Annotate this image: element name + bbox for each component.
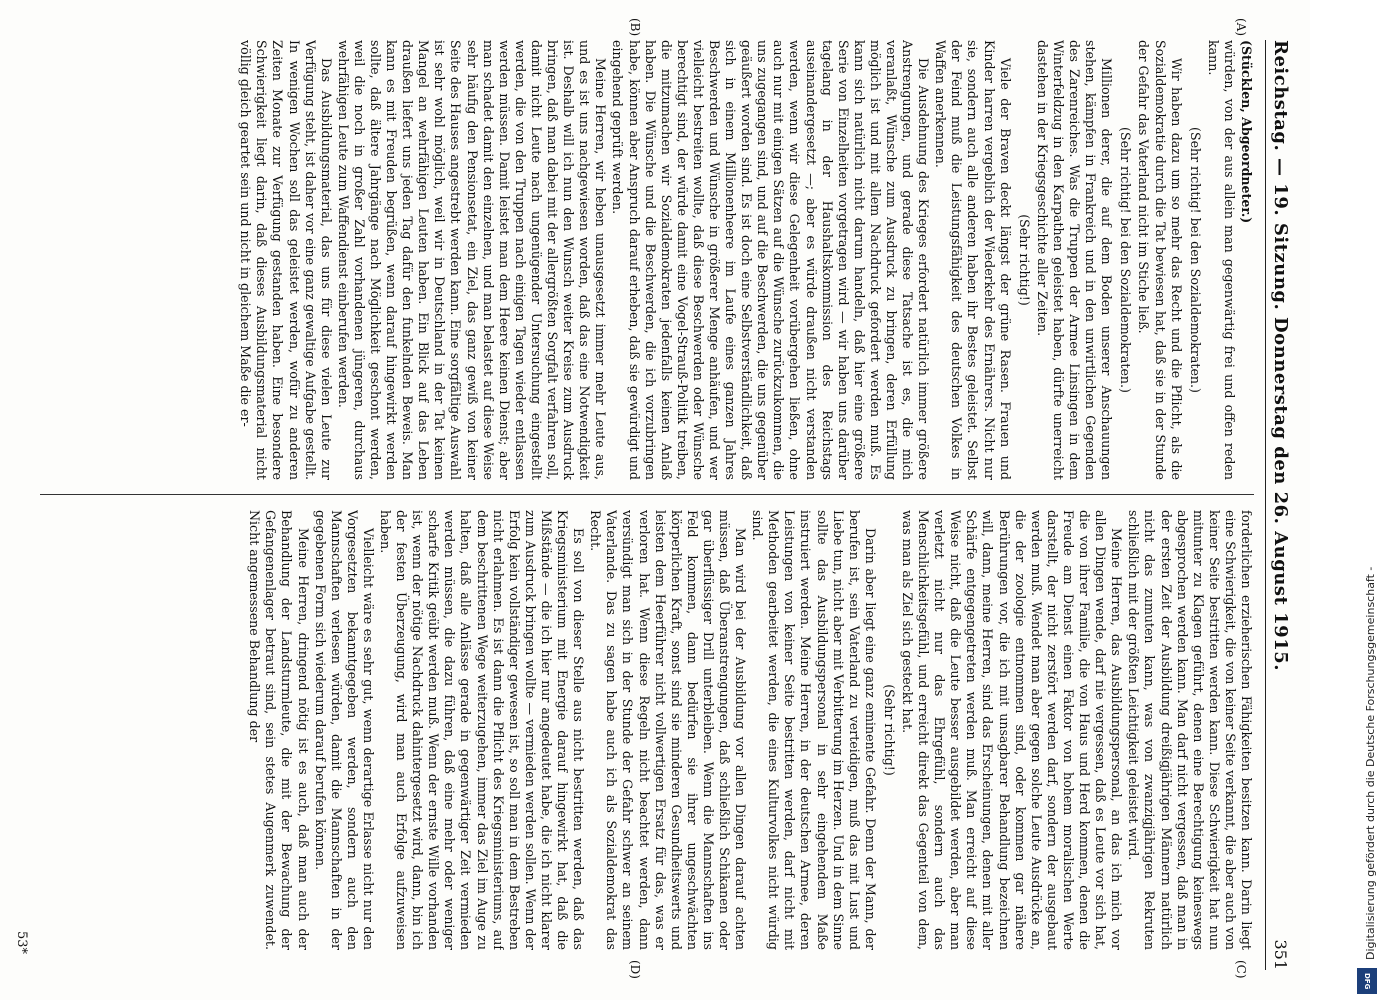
paragraph: Vielleicht wäre es sehr gut, wenn derartige Erlasse nicht nur den Vorgesetzten bekanntgegeben werden, sondern auch den Mannschaften verlesen würden, damit die Mannschaften in der gegebenen Form sich wiederum darauf berufen können. [312, 510, 376, 950]
right-column [40, 510, 1254, 950]
margin-marker-a: (A) [1234, 18, 1248, 37]
dfg-logo: DFG [1357, 968, 1377, 994]
paragraph: Die Ausdehnung des Krieges erfordert natürlich immer größere Anstrengungen, und gerade diese Tatsache ist es, die mich veranlaßt, Wünsche zum Ausdruck zu bringen, deren Erfüllung möglich ist und mit allem Nachdruck gefordert werden muß. Es kann sich natürlich nicht darum handeln, daß hier eine größere Serie von Einzelheiten vorgetragen wird — wir haben uns darüber tagelang in der Haushaltskommission des Reichstags auseinandergesetzt —; aber es würde draußen nicht verstanden werden, wenn wir diese Gelegenheit vorübergehen ließen, ohne auch nur mit einigen Sätzen auf die Wünsche zurückzukommen, die uns zugegangen sind, und auf die Beschwerden, die uns gegenüber geäußert worden sind. Es ist doch eine Selbstverständlichkeit, daß sich in einem Millionenheere im Laufe eines ganzen Jahres Beschwerden und Wünsche in größerer Menge anhäufen, und wer vielleicht bestreiten wollte, daß diese Beschwerden oder Wünsche berechtigt sind, der würde damit eine Vogel-Strauß-Politik treiben, die mitzumachen wir Sozialdemokraten jedenfalls keinen Anlaß haben. Die Wünsche und die Beschwerden, die ich vorzubringen habe, können aber Anspruch darauf erheben, daß sie gewürdigt und eingehend geprüft werden. [610, 40, 932, 480]
header-title: Reichstag. — 19. Sitzung. Donnerstag den 26. August 1915. [1270, 40, 1292, 672]
paragraph: Viele der Braven deckt längst der grüne Rasen. Frauen und Kinder harren vergeblich der Wiederkehr des Ernährers. Nicht nur sie, sondern auch alle anderen haben ihr Bestes geleistet. Selbst der Feind muß die Leistungsfähigkeit des deutschen Volkes in Waffen anerkennen. [933, 40, 1013, 480]
digitization-sidebar [1352, 0, 1383, 1000]
interjection: (Sehr richtig!) [881, 684, 897, 776]
margin-marker-b: (B) [628, 18, 642, 37]
paragraph: Man wird bei der Ausbildung vor allen Dingen darauf achten müssen, daß Überanstrengungen, daß schließlich Schikanen oder gar überflüssiger Drill unterbleiben. Wenn die Mannschaften ins Feld kommen, dann bedürfen sie ihrer ungeschwächten körperlichen Kraft, sonst sind sie minderen Gesundheitswerts und leisten dem Heerführer nicht vollwertigen Ersatz für das, was er verloren hat. Wenn diese Regeln nicht beachtet werden, dann versündigt man sich in der Stunde der Gefahr schwer an seinem Vaterlande. Das zu sagen habe auch ich als Sozialdemokrat das Recht. [588, 510, 749, 950]
margin-marker-c: (C) [1234, 960, 1248, 979]
interjection: (Sehr richtig! bei den Sozialdemokraten.) [1187, 127, 1203, 393]
paragraph: Millionen derer, die auf dem Boden unserer Anschauungen stehen, kämpfen in Frankreich und in den unwirtlichen Gegenden des Zarenreiches. Was die Truppen der Armee Linsingen in dem Winterfeldzug in den Karpathen geleistet haben, dürfte unerreicht dastehen in der Kriegsgeschichte aller Zeiten. [1034, 40, 1115, 480]
interjection: (Sehr richtig! bei den Sozialdemokraten.) [1118, 127, 1134, 393]
paragraph: Meine Herren, das Ausbildungspersonal, an das ich mich vor allen Dingen wende, darf nie vergessen, daß es Leute vor sich hat, die von ihrer Familie, die von Haus und Herd kommen, denen die Freude am Dienst einen Faktor von hohem moralischen Werte darstellt, der nicht zerstört werden darf, sondern der ausgebaut werden muß. Wendet man aber gegen solche Leute Ausdrücke an, die der zoologie entnommen sind, oder kommen gar nähere Berührungen vor, die ich mit unsagbarer Behandlung bezeichnen will, dann, meine Herren, sind das Erscheinungen, denen mit aller Schärfe entgegengetreten werden muß. Man erreicht auf diese Weise nicht, daß die Leute besser ausgebildet werden, aber man verletzt nicht nur das Ehrgefühl, sondern auch das Menschlichkeitsgefühl, und erreicht direkt das Gegenteil von dem, was man als Ziel sich gesteckt hat. [900, 510, 1125, 950]
paragraph: Wir haben dazu um so mehr das Recht und die Pflicht, als die Sozialdemokratie durch die Tat bewiesen hat, daß sie in der Stunde der Gefahr das Vaterland nicht im Stiche ließ. [1136, 40, 1184, 480]
column-divider [40, 494, 1254, 495]
paragraph: Es soll von dieser Stelle aus nicht bestritten werden, daß das Kriegsministerium mit Energie darauf hingewirkt hat, daß die Mißstände — die ich hier nur angedeutet habe, die ich nicht klarer zum Ausdruck bringen wollte — vermieden werden sollen. Wenn der Erfolg kein vollständiger gewesen ist, so soll man in dem Bestreben nicht erlahmen. Es ist dann die Pflicht des Kriegsministeriums, auf dem beschrittenen Wege weiterzugehen, immer das Ziel im Auge zu halten, daß alle Anlässe gerade in gegenwärtiger Zeit vermieden werden müssen, die dazu führen, daß eine mehr oder weniger scharfe Kritik geübt werden muß. Wenn der ernste Wille vorhanden ist, wenn der nötige Nachdruck dahintergesetzt wird, dann, bin ich der festen Überzeugung, wird man auch Erfolge aufzuweisen haben. [378, 510, 587, 950]
paragraph: Meine Herren, dringend nötig ist es auch, daß man auch der Behandlung der Landsturmleute, die mit der Bewachung der Gefangenenlager betraut sind, sein stetes Augenmerk zuwendet. Nicht angemessene Behandlung der [247, 510, 311, 950]
paragraph: Darin aber liegt eine ganz eminente Gefahr. Denn der Mann, der berufen ist, sein Vaterland zu verteidigen, muß das mit Lust und Liebe tun, nicht aber mit Verbitterung im Herzen. Und in dem Sinne sollte das Ausbildungspersonal in sehr eingehendem Maße instruiert werden. Meine Herren, in der deutschen Armee, deren Leistungen von keiner Seite bestritten werden, darf nicht mit Methoden gearbeitet werden, die eines Kulturvolkes nicht würdig sind. [750, 510, 878, 950]
left-column [40, 40, 1254, 480]
paragraph: Meine Herren, wir heben unausgesetzt immer mehr Leute aus, und es ist uns nachgewiesen worden, daß das eine Notwendigkeit ist. Deshalb will ich nun den Wunsch weiter Kreise zum Ausdruck bringen, daß man dabei mit der allergrößten Sorgfalt verfahren soll, damit nicht Leute nach ungenügender Untersuchung eingestellt werden, die von den Truppen nach einigen Tagen wieder entlassen werden müssen. Damit leistet man dem Heere keinen Dienst; aber man schadet damit den einzelnen, und man belastet auf diese Weise sehr häufig den Pensionsetat, ein Ziel, das ganz gewiß von keiner Seite des Hauses angestrebt werden kann. Eine sorgfältige Auswahl ist sehr wohl möglich, weil wir in Deutschland in der Tat keinen Mangel an wehrfähigen Leuten haben. Ein Blick auf das Leben draußen liefert uns jeden Tag dafür den funkelnden Beweis. Man kann es mit Freuden begrüßen, wenn darauf hingewirkt werden sollte, daß ältere Jahrgänge nach Möglichkeit geschont werden, weil die noch in großer Zahl vorhandenen jüngeren, durchaus wehrfähigen Leute zum Waffendienst einberufen werden. [335, 40, 609, 480]
paragraph: Das Ausbildungsmaterial, das uns für diese vielen Leute zur Verfügung steht, ist daher vor eine ganz gewaltige Aufgabe gestellt. In wenigen Wochen soll das geleistet werden, wofür zu anderen Zeiten Monate zur Verfügung gestanden haben. Eine besondere Schwierigkeit liegt darin, daß dieses Ausbildungsmaterial nicht völlig gleich geartet sein und nicht in gleichem Maße die er- [238, 40, 334, 480]
interjection: (Sehr richtig!) [1016, 214, 1032, 306]
sidebar-credit: Digitalisierung gefördert durch die Deutsche Forschungsgemeinschaft - [1364, 566, 1377, 960]
margin-marker-d: (D) [628, 960, 642, 979]
paragraph: würden, von der aus allein man gegenwärtig frei und offen reden kann. [1205, 40, 1237, 480]
page-header [1265, 40, 1296, 970]
paragraph: forderlichen erzieherischen Fähigkeiten besitzen kann. Darin liegt eine Schwierigkeit, die von keiner Seite verkannt, die aber auch von keiner Seite bestritten werden kann. Diese Schwierigkeit hat nun mitunter zu Klagen geführt, denen eine Berechtigung keineswegs abgesprochen werden kann. Man darf nicht vergessen, daß man in der ersten Zeit der Ausbildung dreißigjährigen Männern natürlich nicht das zumuten kann, was von zwanzigjährigen Rekruten schließlich mit der größten Leichtigkeit geleistet wird. [1126, 510, 1254, 950]
page-number: 351 [1271, 939, 1291, 970]
speaker-line: (Stücklen, Abgeordneter.) [1239, 40, 1254, 224]
footer-mark: 53* [14, 930, 29, 954]
